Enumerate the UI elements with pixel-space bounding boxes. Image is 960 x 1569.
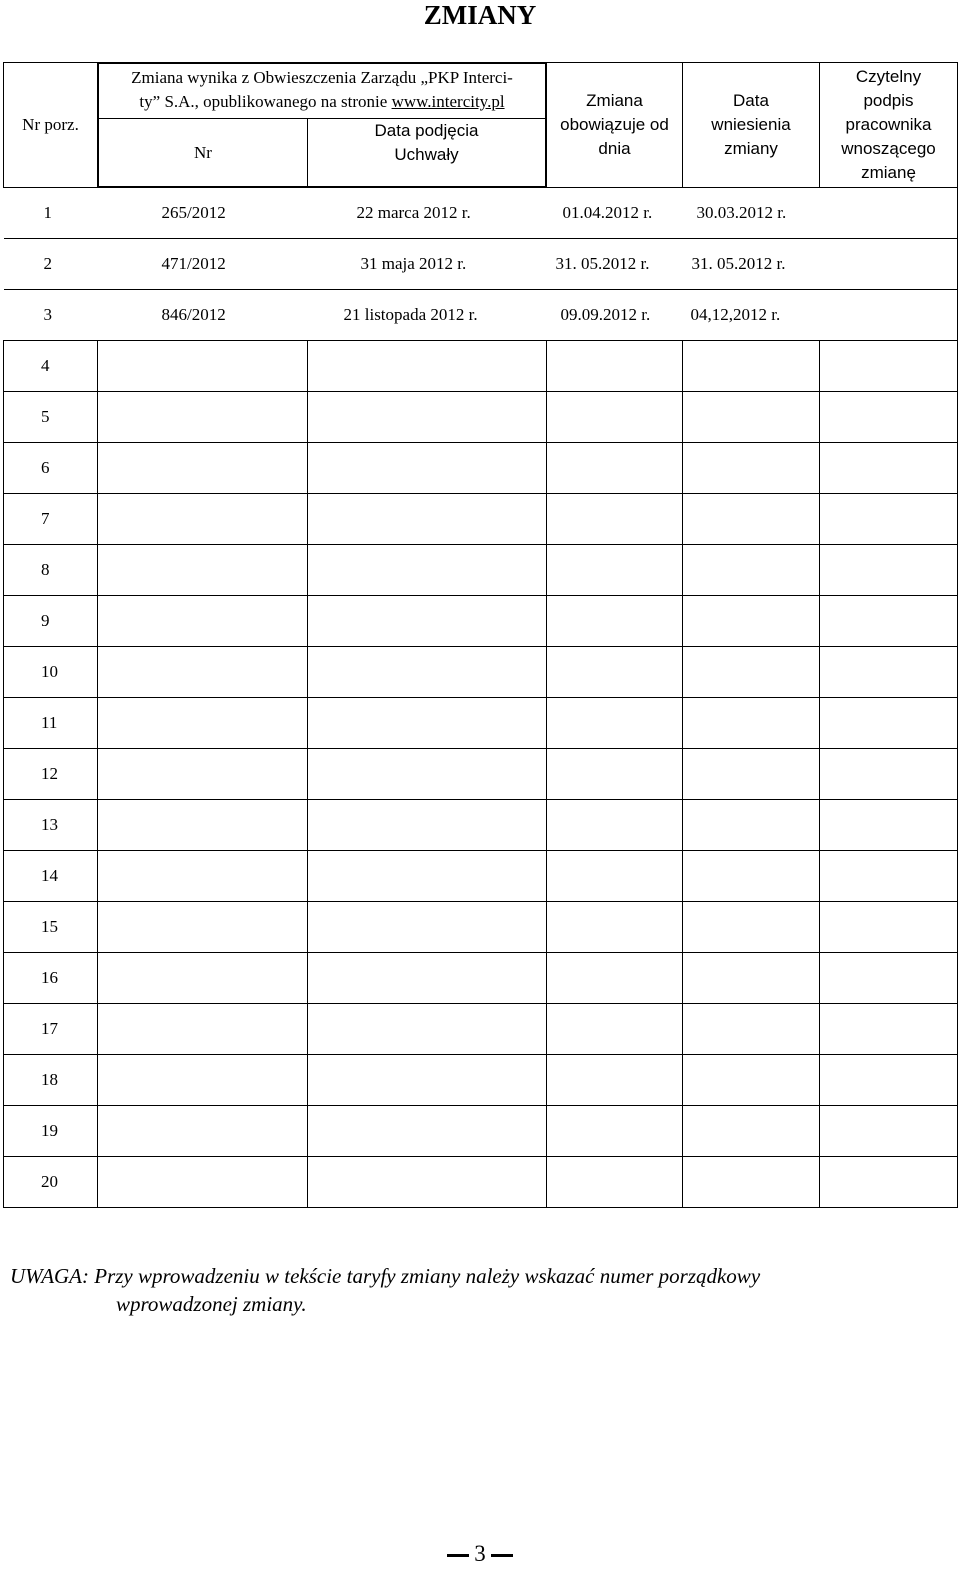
zmiana-line1: Zmiana xyxy=(586,91,643,110)
empty-cell xyxy=(98,494,308,545)
empty-cell xyxy=(98,341,308,392)
table-row xyxy=(4,749,958,800)
empty-cell xyxy=(98,545,308,596)
empty-cell xyxy=(98,698,308,749)
row-number: 20 xyxy=(4,1157,98,1208)
row-number: 8 xyxy=(4,545,98,596)
row-number: 19 xyxy=(4,1106,98,1157)
empty-cell xyxy=(683,647,820,698)
row-number: 14 xyxy=(4,851,98,902)
page-number xyxy=(0,1539,960,1569)
empty-cell xyxy=(308,953,547,1004)
header-nr: Nr xyxy=(99,119,308,187)
empty-cell xyxy=(683,851,820,902)
empty-cell xyxy=(547,494,683,545)
page-title: ZMIANY xyxy=(423,0,537,30)
header-zmiana-od xyxy=(547,63,683,188)
empty-cell xyxy=(547,953,683,1004)
header-nr-porz: Nr porz. xyxy=(4,63,98,188)
row-number: 9 xyxy=(4,596,98,647)
empty-cell xyxy=(547,443,683,494)
empty-cell xyxy=(820,443,958,494)
podpis-line1: Czytelny xyxy=(855,67,922,86)
empty-cell xyxy=(308,494,547,545)
empty-cell xyxy=(98,1055,308,1106)
header-announcement xyxy=(98,63,547,188)
podpis-line3: pracownika xyxy=(845,115,932,134)
row-number: 18 xyxy=(4,1055,98,1106)
empty-cell xyxy=(547,545,683,596)
empty-cell xyxy=(98,851,308,902)
empty-cell xyxy=(683,749,820,800)
empty-cell xyxy=(683,596,820,647)
row-number: 1 xyxy=(43,203,52,222)
table-row xyxy=(4,800,958,851)
empty-cell xyxy=(547,800,683,851)
row-number: 12 xyxy=(4,749,98,800)
empty-cell xyxy=(820,647,958,698)
podpis-line4: wnoszącego xyxy=(841,139,936,158)
table-row xyxy=(4,1055,958,1106)
table-row xyxy=(4,698,958,749)
table-row xyxy=(4,902,958,953)
row-number: 6 xyxy=(4,443,98,494)
empty-cell xyxy=(683,443,820,494)
empty-cell xyxy=(308,443,547,494)
dash-right xyxy=(491,1554,513,1557)
table-row xyxy=(4,1106,958,1157)
empty-cell xyxy=(820,902,958,953)
zmiana-line3: dnia xyxy=(598,139,631,158)
row-data-podjecia: 31 maja 2012 r. xyxy=(360,254,467,273)
note-line2: wprowadzonej zmiany. xyxy=(116,1292,307,1316)
empty-cell xyxy=(683,494,820,545)
announcement-line2: ty” S.A., opublikowanego na stronie xyxy=(139,92,392,111)
empty-cell xyxy=(820,392,958,443)
empty-cell xyxy=(683,1055,820,1106)
empty-cell xyxy=(547,647,683,698)
empty-cell xyxy=(98,1004,308,1055)
empty-cell xyxy=(98,953,308,1004)
data-podjecia-line2: Uchwały xyxy=(394,145,459,164)
empty-cell xyxy=(820,1106,958,1157)
empty-cell xyxy=(820,953,958,1004)
table-row xyxy=(4,953,958,1004)
empty-cell xyxy=(308,902,547,953)
table-row xyxy=(4,647,958,698)
empty-cell xyxy=(308,698,547,749)
row-number: 16 xyxy=(4,953,98,1004)
podpis-line5: zmianę xyxy=(861,163,916,182)
header-data-wniesienia xyxy=(683,63,820,188)
empty-cell xyxy=(683,341,820,392)
empty-cell xyxy=(820,1055,958,1106)
data-wniesienia-line3: zmiany xyxy=(724,139,778,158)
empty-cell xyxy=(820,1004,958,1055)
table-row xyxy=(4,851,958,902)
empty-cell xyxy=(98,392,308,443)
row-cell xyxy=(4,188,958,239)
empty-cell xyxy=(308,1157,547,1208)
row-cell xyxy=(4,239,958,290)
empty-cell xyxy=(98,647,308,698)
empty-cell xyxy=(547,1106,683,1157)
empty-cell xyxy=(820,851,958,902)
header-podpis xyxy=(820,63,958,188)
empty-cell xyxy=(683,953,820,1004)
empty-cell xyxy=(308,800,547,851)
table-row xyxy=(4,545,958,596)
note xyxy=(10,1262,940,1318)
empty-cell xyxy=(820,698,958,749)
dash-left xyxy=(447,1554,469,1557)
empty-cell xyxy=(308,647,547,698)
empty-cell xyxy=(308,392,547,443)
changes-table xyxy=(3,62,958,341)
row-data-wniesienia: 31. 05.2012 r. xyxy=(691,254,786,273)
row-data-podjecia: 22 marca 2012 r. xyxy=(356,203,471,222)
empty-cell xyxy=(98,1157,308,1208)
data-wniesienia-line1: Data xyxy=(733,91,769,110)
table-row xyxy=(4,239,958,290)
row-obowiazuje-od: 31. 05.2012 r. xyxy=(555,254,650,273)
empty-cell xyxy=(683,1004,820,1055)
empty-cell xyxy=(98,902,308,953)
announcement-text xyxy=(99,64,546,119)
empty-cell xyxy=(820,1157,958,1208)
empty-cell xyxy=(98,800,308,851)
row-number: 10 xyxy=(4,647,98,698)
table-row xyxy=(4,1157,958,1208)
row-number: 5 xyxy=(4,392,98,443)
empty-cell xyxy=(820,800,958,851)
row-data-podjecia: 21 listopada 2012 r. xyxy=(343,305,478,324)
row-data-wniesienia: 30.03.2012 r. xyxy=(696,203,787,222)
empty-cell xyxy=(547,1157,683,1208)
row-number: 7 xyxy=(4,494,98,545)
empty-cell xyxy=(683,698,820,749)
row-number: 17 xyxy=(4,1004,98,1055)
empty-cell xyxy=(820,494,958,545)
empty-rows-table xyxy=(3,340,958,1208)
empty-cell xyxy=(308,749,547,800)
empty-cell xyxy=(547,902,683,953)
row-number: 11 xyxy=(4,698,98,749)
note-line1: UWAGA: Przy wprowadzeniu w tekście taryfy zmiany należy wskazać numer porządkowy xyxy=(10,1264,761,1288)
empty-cell xyxy=(308,341,547,392)
row-number: 2 xyxy=(43,254,52,273)
empty-cell xyxy=(308,1004,547,1055)
table-row xyxy=(4,596,958,647)
empty-cell xyxy=(308,1106,547,1157)
empty-cell xyxy=(98,1106,308,1157)
row-data-wniesienia: 04,12,2012 r. xyxy=(690,305,781,324)
empty-cell xyxy=(820,596,958,647)
row-obowiazuje-od: 01.04.2012 r. xyxy=(562,203,653,222)
row-uchwala-nr: 846/2012 xyxy=(161,305,226,324)
empty-cell xyxy=(308,596,547,647)
empty-cell xyxy=(683,392,820,443)
empty-cell xyxy=(547,392,683,443)
empty-cell xyxy=(98,749,308,800)
empty-cell xyxy=(308,1055,547,1106)
empty-cell xyxy=(98,596,308,647)
empty-cell xyxy=(683,1157,820,1208)
empty-cell xyxy=(308,851,547,902)
data-podjecia-line1: Data podjęcia xyxy=(374,121,479,140)
empty-cell xyxy=(820,749,958,800)
empty-cell xyxy=(98,443,308,494)
empty-cell xyxy=(683,902,820,953)
row-number: 4 xyxy=(4,341,98,392)
row-cell xyxy=(4,290,958,341)
empty-cell xyxy=(547,596,683,647)
row-number: 15 xyxy=(4,902,98,953)
header-data-podjecia xyxy=(308,119,546,187)
table-header-row xyxy=(4,63,958,188)
empty-cell xyxy=(547,749,683,800)
row-uchwala-nr: 471/2012 xyxy=(161,254,226,273)
table-row xyxy=(4,494,958,545)
page-number-value: 3 xyxy=(474,1541,486,1566)
row-number: 13 xyxy=(4,800,98,851)
empty-cell xyxy=(683,545,820,596)
row-obowiazuje-od: 09.09.2012 r. xyxy=(560,305,651,324)
table-row xyxy=(4,1004,958,1055)
table-row xyxy=(4,188,958,239)
empty-cell xyxy=(547,851,683,902)
data-wniesienia-line2: wniesienia xyxy=(711,115,791,134)
empty-cell xyxy=(547,1055,683,1106)
podpis-line2: podpis xyxy=(863,91,914,110)
empty-cell xyxy=(820,341,958,392)
row-uchwala-nr: 265/2012 xyxy=(161,203,226,222)
table-row xyxy=(4,341,958,392)
empty-cell xyxy=(547,698,683,749)
announcement-line1: Zmiana wynika z Obwieszczenia Zarządu „PKP Interci- xyxy=(131,68,513,87)
table-row xyxy=(4,290,958,341)
row-number: 3 xyxy=(43,305,52,324)
empty-cell xyxy=(683,1106,820,1157)
table-row xyxy=(4,392,958,443)
empty-cell xyxy=(308,545,547,596)
empty-cell xyxy=(820,545,958,596)
empty-cell xyxy=(547,341,683,392)
intercity-link[interactable]: www.intercity.pl xyxy=(391,92,505,111)
zmiana-line2: obowiązuje od xyxy=(560,115,669,134)
empty-cell xyxy=(547,1004,683,1055)
table-row xyxy=(4,443,958,494)
empty-cell xyxy=(683,800,820,851)
